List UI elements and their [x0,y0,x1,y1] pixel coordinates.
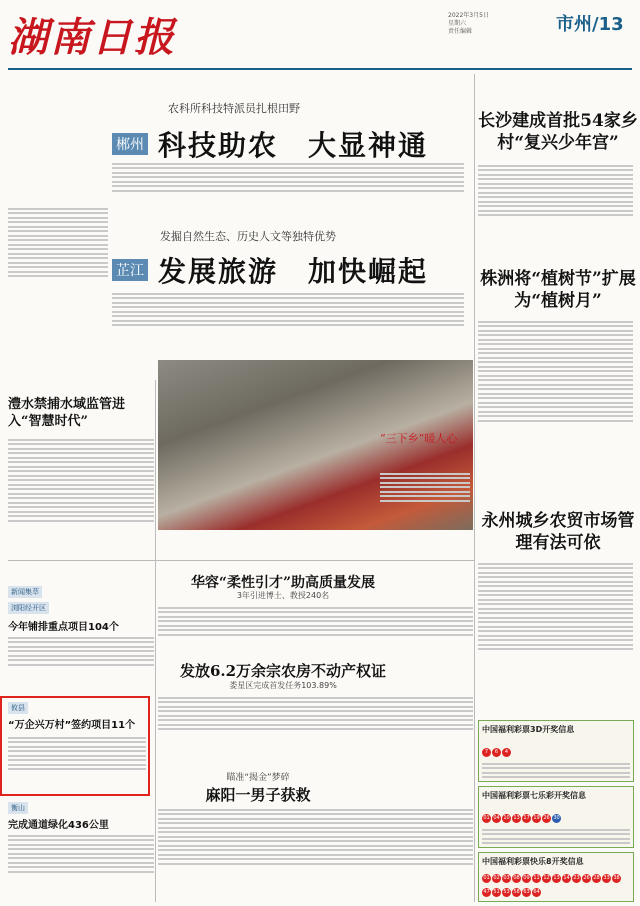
lottery-ball: 08 [513,875,520,881]
a8-headline: 华容“柔性引才”助高质量发展 [190,575,376,591]
b3-tag: 衡山 [8,802,28,814]
a6-headline: 永州城乡农贸市场管理有法可依 [481,511,635,553]
a2-headline: 发展旅游 加快崛起 [158,255,429,288]
lottery-ball: 17 [523,815,530,821]
a1-body [112,160,464,210]
lottery-ball: 13 [513,815,520,821]
a1-kicker: 农科所科技特派员扎根田野 [168,102,300,115]
a2-body [112,290,464,350]
a9-headline: 发放6.2万余宗农房不动产权证 [179,662,387,680]
top-rule [8,68,632,70]
section-name: 市州 [556,14,592,35]
lottery-kl8-title: 中国福利彩票快乐8开奖信息 [482,857,584,866]
a8-subhead: 3年引进博士、教授240名 [236,591,330,600]
lottery-3d-table [482,760,630,786]
lottery-ball: 14 [563,875,570,881]
a1-headline: 科技助农 大显神通 [158,129,429,162]
a10-kicker: 瞄准“揭金”梦碎 [226,773,290,783]
page-number: 13 [598,14,624,35]
section-divider [8,560,474,561]
lottery-ball: 11 [533,875,540,881]
a6-body [478,560,633,710]
lottery-3d-numbers [482,738,630,757]
a4-body [478,318,633,498]
lottery-qlc-title: 中国福利彩票七乐彩开奖信息 [482,791,586,800]
lottery-ball: 4 [502,748,511,757]
lottery-ball: 51 [493,889,500,895]
lottery-qlc-numbers [482,804,630,823]
lottery-ball: 38 [613,875,620,881]
lottery-kl8 [478,852,634,902]
lottery-ball: 01 [483,815,490,821]
briefs-label: 新闻集萃 [8,586,42,598]
a2-body-left [8,205,108,325]
lottery-ball: 58 [513,889,520,895]
lottery-ball: 26 [543,815,550,821]
a3-body [478,162,633,252]
a9-subhead: 娄星区完成首发任务103.89% [229,681,337,690]
a1-headline-row [112,124,428,164]
a1-region: 郴州 [112,133,148,155]
lottery-ball: 01 [483,875,490,881]
b2-body [8,734,146,792]
lottery-ball: 53 [503,889,510,895]
lottery-ball: 03 [503,875,510,881]
a5-headline: 澧水禁捕水域监管进入“智慧时代” [8,397,126,429]
a2-region: 芷江 [112,259,148,281]
a2-kicker: 发掘自然生态、历史人文等独特优势 [160,230,336,243]
lottery-ball: 02 [493,875,500,881]
masthead-logo: 湖南日报 [8,14,176,61]
lottery-ball: 04 [493,815,500,821]
a7-caption [380,470,470,530]
lottery-ball: 09 [523,875,530,881]
b2-headline: “万企兴万村”签约项目11个 [8,720,136,731]
lottery-ball: 7 [482,748,491,757]
lottery-ball: 13 [553,875,560,881]
a8-body [158,604,473,654]
lottery-ball: 19 [533,815,540,821]
a3-headline: 长沙建成首批54家乡村“复兴少年宫” [478,111,638,153]
b3-body [8,832,154,902]
lottery-ball: 63 [523,889,530,895]
page-weekday: 星期六 [448,20,467,27]
a7-caption-title: “三下乡”暖人心 [380,432,458,445]
lottery-ball-special: 30 [553,815,560,821]
page-info [448,12,540,36]
b2-tag: 攸县 [8,702,28,714]
page-date: 2022年3月5日 [448,12,489,19]
lottery-3d-title: 中国福利彩票3D开奖信息 [482,725,575,734]
a10-headline: 麻阳一男子获救 [205,786,311,804]
b1-body [8,634,154,689]
lottery-ball: 6 [492,748,501,757]
lottery-ball: 28 [593,875,600,881]
column-divider [155,380,156,902]
b1-headline: 今年铺排重点项目104个 [8,622,119,633]
lottery-ball: 26 [583,875,590,881]
lottery-ball: 23 [573,875,580,881]
lottery-ball: 33 [603,875,610,881]
b1-tag: 浏阳经开区 [8,602,49,614]
page-section: 市州/13 [556,14,624,35]
a5-body [8,436,154,586]
a10-body [158,806,473,902]
lottery-qlc [478,786,634,848]
lottery-ball: 10 [503,815,510,821]
a2-headline-row [112,250,428,290]
column-divider [474,74,475,902]
lottery-ball: 47 [483,889,490,895]
page-editor: 责任编辑 [448,28,473,35]
lottery-ball: 64 [533,889,540,895]
lottery-qlc-table [482,826,630,852]
a4-headline: 株洲将“植树节”扩展为“植树月” [480,269,636,311]
b3-headline: 完成通道绿化436公里 [8,820,109,831]
lottery-kl8-numbers [482,869,630,897]
lottery-3d [478,720,634,782]
a9-body [158,694,473,754]
lottery-ball: 12 [543,875,550,881]
